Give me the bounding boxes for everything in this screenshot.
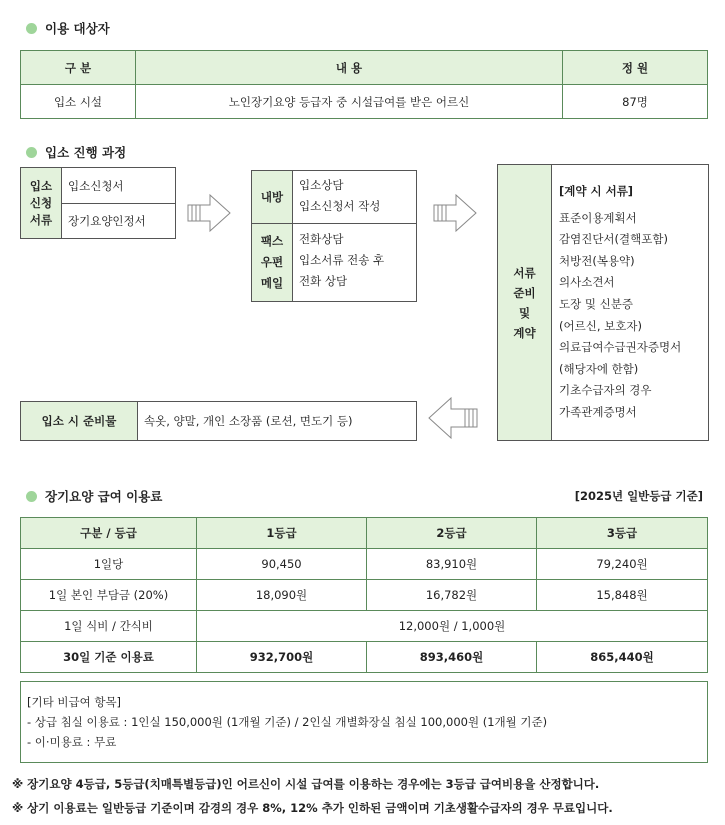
list-item: (어르신, 보호자)	[559, 318, 642, 333]
consult-box	[251, 170, 417, 302]
remote-label: 팩스 우편 메일	[252, 224, 292, 301]
list-item: 기초수급자의 경우	[559, 383, 652, 398]
bullet-dot-icon	[26, 23, 37, 34]
notes-title: [기타 비급여 항목]	[27, 695, 122, 709]
table-cell: 16,782원	[367, 580, 537, 611]
table-cell: 865,440원	[537, 642, 708, 673]
table-cell: 15,848원	[537, 580, 708, 611]
notes-box	[20, 681, 708, 763]
supplies-label: 입소 시 준비물	[21, 402, 137, 440]
table-cell: 79,240원	[537, 549, 708, 580]
list-item: 표준이용계획서	[559, 210, 637, 225]
table-row-total	[21, 642, 708, 673]
doc-item: 입소신청서	[68, 178, 124, 193]
table-cell: 90,450	[197, 549, 367, 580]
fees-table	[20, 517, 708, 673]
notes-line: - 상급 침실 이용료 : 1인실 150,000원 (1개월 기준) / 2인실 개별화장실 침실 100,000원 (1개월 기준)	[27, 715, 548, 729]
table-header-cell: 1등급	[197, 518, 367, 549]
remote-items: 전화상담 입소서류 전송 후 전화 상담	[299, 232, 385, 288]
supplies-box	[20, 401, 417, 441]
bullet-dot-icon	[26, 491, 37, 502]
section-fees-heading: 장기요양 급여 이용료	[26, 487, 162, 505]
right-arrow-icon	[432, 193, 478, 233]
list-item: 의사소견서	[559, 275, 615, 290]
table-row	[21, 85, 708, 119]
table-cell: 1일당	[21, 549, 197, 580]
table-cell: 83,910원	[367, 549, 537, 580]
table-row	[21, 549, 708, 580]
list-item: 가족관계증명서	[559, 404, 637, 419]
docs-box	[20, 167, 176, 239]
table-header-cell: 3등급	[537, 518, 708, 549]
list-item: 감염진단서(결핵포함)	[559, 232, 668, 247]
list-item: 의료급여수급권자증명서	[559, 340, 682, 355]
contract-label: 서류 준비 및 계약	[498, 165, 551, 440]
table-header-cell: 내 용	[136, 51, 563, 85]
contract-box	[497, 164, 709, 441]
table-cell: 893,460원	[367, 642, 537, 673]
target-table	[20, 50, 708, 119]
table-cell: 12,000원 / 1,000원	[197, 611, 708, 642]
table-cell: 노인장기요양 등급자 중 시설급여를 받은 어르신	[136, 85, 563, 119]
footnote: ※ 상기 이용료는 일반등급 기준이며 감경의 경우 8%, 12% 추가 인하된 금액이며 기초생활수급자의 경우 무료입니다.	[12, 801, 613, 815]
table-header-cell: 구 분	[21, 51, 136, 85]
table-header-cell: 2등급	[367, 518, 537, 549]
list-item: 처방전(복용약)	[559, 253, 635, 268]
list-item: (해당자에 한함)	[559, 361, 639, 376]
left-arrow-icon	[427, 396, 479, 440]
list-item: 도장 및 신분증	[559, 296, 633, 311]
section-process-heading: 입소 진행 과정	[26, 143, 126, 161]
table-row	[21, 580, 708, 611]
supplies-text: 속옷, 양말, 개인 소장품 (로션, 면도기 등)	[144, 414, 353, 428]
table-row	[21, 611, 708, 642]
fees-basis: [2025년 일반등급 기준]	[574, 489, 703, 503]
section-target-heading: 이용 대상자	[26, 19, 110, 37]
footnote: ※ 장기요양 4등급, 5등급(치매특별등급)인 어르신이 시설 급여를 이용하는 경우에는 3등급 급여비용을 산정합니다.	[12, 777, 600, 791]
table-header-row	[21, 518, 708, 549]
visit-label: 내방	[252, 171, 292, 223]
docs-label: 입소 신청 서류	[21, 168, 61, 238]
table-header-cell: 정 원	[563, 51, 708, 85]
contract-doc-list	[559, 181, 681, 424]
notes-line: - 이·미용료 : 무료	[27, 735, 117, 749]
table-cell: 87명	[563, 85, 708, 119]
table-cell: 1일 본인 부담금 (20%)	[21, 580, 197, 611]
table-header-cell: 구분 / 등급	[21, 518, 197, 549]
contract-title: [계약 시 서류]	[559, 184, 634, 198]
table-cell: 30일 기준 이용료	[21, 642, 197, 673]
table-header-row	[21, 51, 708, 85]
table-cell: 932,700원	[197, 642, 367, 673]
bullet-dot-icon	[26, 147, 37, 158]
visit-items: 입소상담 입소신청서 작성	[299, 178, 381, 213]
doc-item: 장기요양인정서	[68, 214, 146, 228]
right-arrow-icon	[186, 193, 232, 233]
table-cell: 1일 식비 / 간식비	[21, 611, 197, 642]
table-cell: 입소 시설	[21, 85, 136, 119]
table-cell: 18,090원	[197, 580, 367, 611]
